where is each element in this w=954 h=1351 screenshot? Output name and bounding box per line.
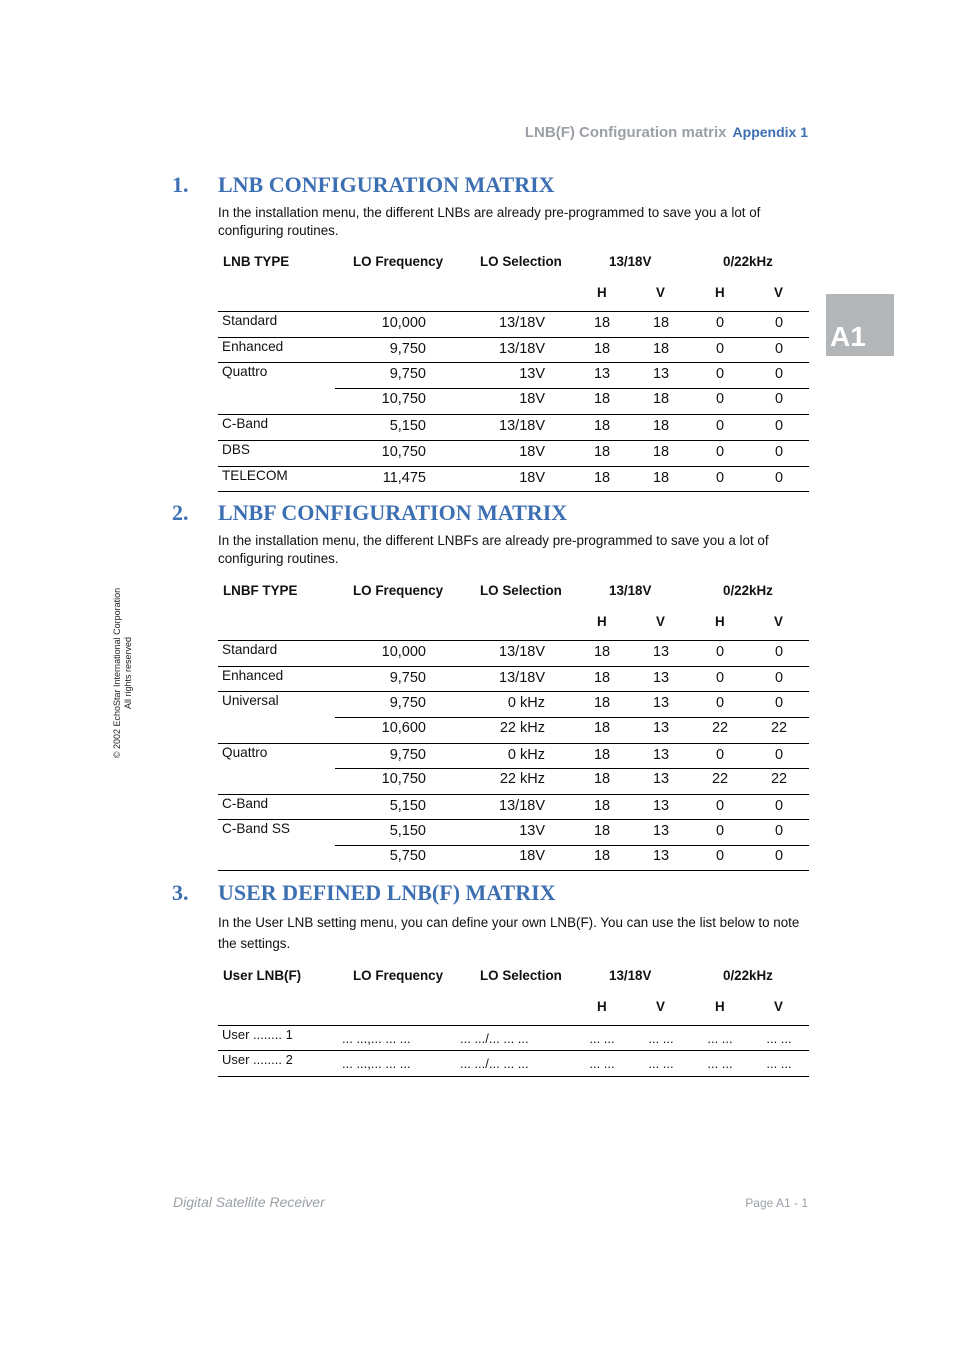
table-row: Quattro 9,750 13V 13 13 0 0 xyxy=(218,362,809,388)
section-number: 2. xyxy=(172,500,189,525)
col-v: V xyxy=(656,285,665,300)
cell-lo-frequency: 9,750 xyxy=(389,695,426,711)
col-lo-selection: LO Selection xyxy=(480,254,562,269)
cell-lo-selection: 13/18V xyxy=(499,798,545,814)
sub-row-divider xyxy=(335,717,809,718)
table-row: 5,750 18V 18 13 0 0 xyxy=(218,845,809,870)
cell-lo-selection: 22 kHz xyxy=(499,771,545,787)
cell-lo-frequency: 10,750 xyxy=(381,444,426,460)
cell-lo-selection: 18V xyxy=(519,470,545,486)
table-row: Standard 10,000 13/18V 18 13 0 0 xyxy=(218,640,809,666)
cell-type: User ........ 1 xyxy=(222,1027,293,1042)
header-title: LNB(F) Configuration matrix xyxy=(524,124,727,141)
table-row: TELECOM 11,475 18V 18 18 0 0 xyxy=(218,466,809,492)
sub-row-divider xyxy=(335,388,809,389)
col-group-0-22khz: 0/22kHz xyxy=(723,968,773,983)
section-2-heading xyxy=(172,500,568,526)
section-number: 3. xyxy=(172,880,189,905)
cell-type: DBS xyxy=(222,442,250,457)
cell-type: Quattro xyxy=(222,364,268,379)
col-h: H xyxy=(597,614,607,629)
table-row: C-Band SS 5,150 13V 18 13 0 0 xyxy=(218,819,809,845)
cell-lo-selection: 13/18V xyxy=(499,418,545,434)
header-appendix: Appendix 1 xyxy=(732,124,808,140)
col-type: LNB TYPE xyxy=(223,254,290,269)
cell-type: User ........ 2 xyxy=(222,1052,293,1067)
cell-lo-selection: 18V xyxy=(519,391,545,407)
cell-lo-frequency: 5,150 xyxy=(389,418,426,434)
cell-lo-selection: 13/18V xyxy=(499,644,545,660)
col-v: V xyxy=(774,614,783,629)
cell-lo-frequency: ... ...,... ... ... xyxy=(342,1031,411,1046)
section-3-intro: In the User LNB setting menu, you can define your own LNB(F). You can use the list below to note the settings. xyxy=(218,915,800,951)
table-row: 10,600 22 kHz 18 13 22 22 xyxy=(218,717,809,742)
copyright-line-1: © 2002 EchoStar International Corporation xyxy=(112,587,122,759)
section-2-intro: In the installation menu, the different LNBFs are already pre-programmed to save you a lot of configuring routines. xyxy=(218,533,769,566)
col-h: H xyxy=(597,999,607,1014)
table-row: 10,750 22 kHz 18 13 22 22 xyxy=(218,768,809,793)
col-lo-frequency: LO Frequency xyxy=(353,968,444,983)
cell-lo-selection: ... .../... ... ... xyxy=(460,1031,529,1046)
cell-lo-frequency: 10,600 xyxy=(381,720,426,736)
col-type: User LNB(F) xyxy=(223,968,302,983)
cell-type: C-Band SS xyxy=(222,821,291,836)
appendix-tab: A1 xyxy=(826,294,894,356)
section-title: USER DEFINED LNB(F) MATRIX xyxy=(218,880,556,905)
table-row: Enhanced 9,750 13/18V 18 18 0 0 xyxy=(218,337,809,363)
cell-lo-frequency: 10,000 xyxy=(381,315,426,331)
section-title: LNBF CONFIGURATION MATRIX xyxy=(218,500,568,525)
col-h: H xyxy=(715,285,725,300)
section-title: LNB CONFIGURATION MATRIX xyxy=(218,172,555,197)
cell-type: Standard xyxy=(222,313,278,328)
table-row: DBS 10,750 18V 18 18 0 0 xyxy=(218,440,809,466)
table-row: User ........ 1 ... ...,... ... ... ... .../... ... ... ... ... ... ... ... ... ... ... xyxy=(218,1025,809,1051)
cell-lo-frequency: 10,750 xyxy=(381,771,426,787)
cell-lo-selection: 22 kHz xyxy=(499,720,545,736)
cell-lo-frequency: 10,750 xyxy=(381,391,426,407)
cell-type: Enhanced xyxy=(222,668,284,683)
footer-product-name: Digital Satellite Receiver xyxy=(173,1194,325,1210)
col-v: V xyxy=(774,285,783,300)
copyright-notice xyxy=(112,578,134,768)
section-number: 1. xyxy=(172,172,189,197)
section-1-intro: In the installation menu, the different LNBs are already pre-programmed to save you a lot of configuring routines. xyxy=(218,205,761,238)
cell-lo-selection: 13V xyxy=(519,823,545,839)
cell-lo-frequency: 9,750 xyxy=(389,747,426,763)
col-h: H xyxy=(715,999,725,1014)
col-lo-frequency: LO Frequency xyxy=(353,583,444,598)
col-v: V xyxy=(656,999,665,1014)
section-1-heading xyxy=(172,172,555,198)
col-group-13-18v: 13/18V xyxy=(609,968,652,983)
cell-lo-frequency: 5,750 xyxy=(389,848,426,864)
cell-type: Universal xyxy=(222,693,279,708)
cell-type: C-Band xyxy=(222,796,269,811)
cell-lo-frequency: 11,475 xyxy=(382,470,426,486)
cell-lo-frequency: 9,750 xyxy=(389,366,426,382)
col-lo-selection: LO Selection xyxy=(480,968,562,983)
cell-lo-selection: 13V xyxy=(519,366,545,382)
col-group-13-18v: 13/18V xyxy=(609,254,652,269)
section-3-heading xyxy=(172,880,556,906)
col-type: LNBF TYPE xyxy=(223,583,298,598)
cell-lo-selection: 13/18V xyxy=(499,341,545,357)
table-row: C-Band 5,150 13/18V 18 13 0 0 xyxy=(218,794,809,820)
col-group-0-22khz: 0/22kHz xyxy=(723,583,773,598)
cell-lo-frequency: 5,150 xyxy=(389,823,426,839)
cell-lo-frequency: 9,750 xyxy=(389,670,426,686)
cell-type: TELECOM xyxy=(222,468,288,483)
cell-type: Standard xyxy=(222,642,278,657)
table-row: Standard 10,000 13/18V 18 18 0 0 xyxy=(218,311,809,337)
table-bottom-rule xyxy=(218,491,809,492)
col-group-13-18v: 13/18V xyxy=(609,583,652,598)
cell-lo-selection: ... .../... ... ... xyxy=(460,1056,529,1071)
table-row: Enhanced 9,750 13/18V 18 13 0 0 xyxy=(218,666,809,692)
col-lo-frequency: LO Frequency xyxy=(353,254,444,269)
table-row: User ........ 2 ... ...,... ... ... ... .../... ... ... ... ... ... ... ... ... ... ... xyxy=(218,1050,809,1076)
col-v: V xyxy=(656,614,665,629)
cell-lo-frequency: 9,750 xyxy=(389,341,426,357)
table-row: Universal 9,750 0 kHz 18 13 0 0 xyxy=(218,691,809,717)
cell-type: Quattro xyxy=(222,745,268,760)
cell-type: C-Band xyxy=(222,416,269,431)
col-h: H xyxy=(597,285,607,300)
col-h: H xyxy=(715,614,725,629)
copyright-line-2: All rights reserved xyxy=(123,636,133,710)
sub-row-divider xyxy=(335,768,809,769)
cell-lo-selection: 0 kHz xyxy=(507,747,545,763)
cell-type: Enhanced xyxy=(222,339,284,354)
cell-lo-selection: 13/18V xyxy=(499,315,545,331)
table-bottom-rule xyxy=(218,1076,809,1077)
cell-lo-frequency: ... ...,... ... ... xyxy=(342,1056,411,1071)
running-header xyxy=(525,124,808,141)
cell-lo-selection: 0 kHz xyxy=(507,695,545,711)
sub-row-divider xyxy=(335,845,809,846)
table-row: 10,750 18V 18 18 0 0 xyxy=(218,388,809,413)
cell-lo-selection: 18V xyxy=(519,444,545,460)
cell-lo-frequency: 5,150 xyxy=(389,798,426,814)
table-row: C-Band 5,150 13/18V 18 18 0 0 xyxy=(218,414,809,440)
cell-lo-selection: 18V xyxy=(519,848,545,864)
cell-lo-frequency: 10,000 xyxy=(381,644,426,660)
cell-lo-selection: 13/18V xyxy=(499,670,545,686)
col-v: V xyxy=(774,999,783,1014)
table-row: Quattro 9,750 0 kHz 18 13 0 0 xyxy=(218,743,809,769)
footer-page-number: Page A1 - 1 xyxy=(745,1196,808,1210)
col-group-0-22khz: 0/22kHz xyxy=(723,254,773,269)
table-bottom-rule xyxy=(218,870,809,871)
col-lo-selection: LO Selection xyxy=(480,583,562,598)
